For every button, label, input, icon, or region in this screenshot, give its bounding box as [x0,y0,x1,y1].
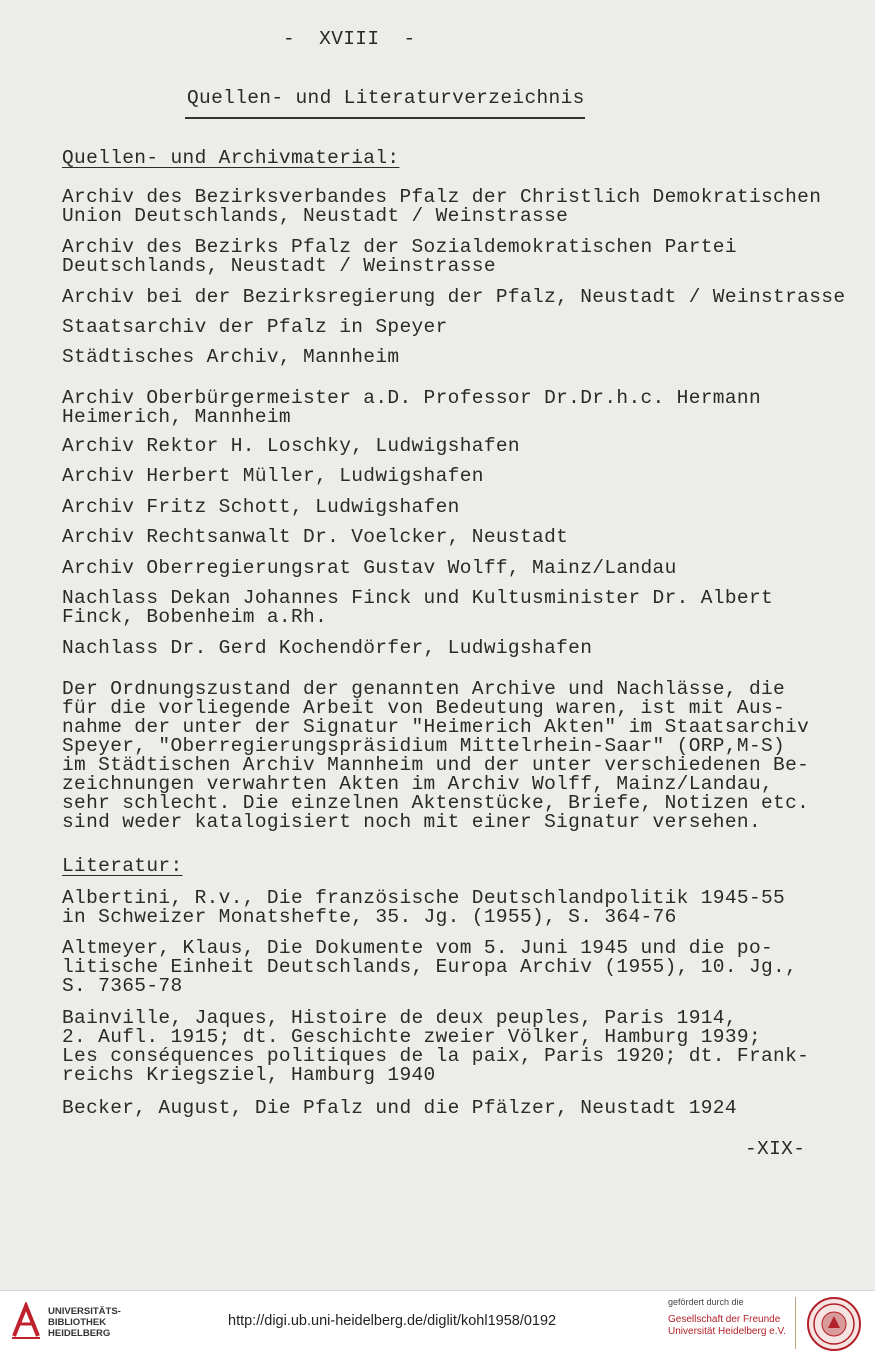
literature-item: Altmeyer, Klaus, Die Dokumente vom 5. Juni 1945 und die po- litische Einheit Deutschlands, Europa Archiv (1955), 10. Jg., S. 7365-78 [62,937,798,997]
archive-note: Der Ordnungszustand der genannten Archive und Nachlässe, die für die vorliegende Arbeit von Bedeutung waren, ist mit Aus- nahme der unter der Signatur "Heimerich Akten" im Staatsarchiv Speyer, "Oberregierungspräsidium Mittelrhein-Saar" (ORP,M-S) im Städtischen Archiv Mannheim und der unter verschiedenen Be- zeichnungen verwahrten Akten im Archiv Wolff, Mainz/Landau, sehr schlecht. Die einzelnen Aktenstücke, Briefe, Notizen etc. sind weder katalogisiert noch mit einer Signatur versehen. [62,678,810,833]
literature-item: Albertini, R.v., Die französische Deutschlandpolitik 1945-55 in Schweizer Monatshefte, 35. Jg. (1955), S. 364-76 [62,887,786,928]
source-item: Archiv bei der Bezirksregierung der Pfalz, Neustadt / Weinstrasse [62,286,846,308]
source-item: Archiv Rektor H. Loschky, Ludwigshafen [62,435,520,457]
source-item: Nachlass Dekan Johannes Finck und Kultusminister Dr. Albert Finck, Bobenheim a.Rh. [62,587,774,628]
source-item: Archiv des Bezirks Pfalz der Sozialdemokratischen Partei Deutschlands, Neustadt / Weinstrasse [62,236,737,277]
sources-heading: Quellen- und Archivmaterial: [62,147,400,169]
catchword: -XIX- [745,1138,806,1160]
source-item: Archiv Rechtsanwalt Dr. Voelcker, Neustadt [62,526,569,548]
viewer-footer [0,1290,875,1356]
literature-item: Bainville, Jaques, Histoire de deux peuples, Paris 1914, 2. Aufl. 1915; dt. Geschichte zweier Völker, Hamburg 1939; Les conséquences politiques de la paix, Paris 1920; dt. Frank- reichs Kriegsziel, Hamburg 1940 [62,1007,810,1086]
footer-divider [795,1297,796,1349]
source-item: Archiv des Bezirksverbandes Pfalz der Christlich Demokratischen Union Deutschlands, Neustadt / Weinstrasse [62,186,822,227]
source-item: Nachlass Dr. Gerd Kochendörfer, Ludwigshafen [62,637,593,659]
source-item: Archiv Oberregierungsrat Gustav Wolff, Mainz/Landau [62,557,677,579]
literature-heading: Literatur: [62,855,183,877]
permalink-url[interactable]: http://digi.ub.uni-heidelberg.de/diglit/kohl1958/0192 [228,1313,557,1329]
source-item: Archiv Herbert Müller, Ludwigshafen [62,465,484,487]
sponsor-name[interactable]: Gesellschaft der Freunde Universität Heidelberg e.V. [668,1314,787,1337]
library-name: UNIVERSITÄTS- BIBLIOTHEK HEIDELBERG [48,1306,121,1339]
page-title: Quellen- und Literaturverzeichnis [187,87,585,109]
university-seal-icon [806,1296,862,1352]
sponsor-label: gefördert durch die [668,1297,744,1307]
source-item: Städtisches Archiv, Mannheim [62,346,400,368]
source-item: Archiv Oberbürgermeister a.D. Professor Dr.Dr.h.c. Hermann Heimerich, Mannheim [62,387,762,428]
source-item: Staatsarchiv der Pfalz in Speyer [62,316,448,338]
library-logo-icon [10,1302,42,1340]
page-number: - XVIII - [283,28,416,50]
source-item: Archiv Fritz Schott, Ludwigshafen [62,496,460,518]
literature-item: Becker, August, Die Pfalz und die Pfälzer, Neustadt 1924 [62,1097,737,1119]
title-rule [185,117,585,119]
